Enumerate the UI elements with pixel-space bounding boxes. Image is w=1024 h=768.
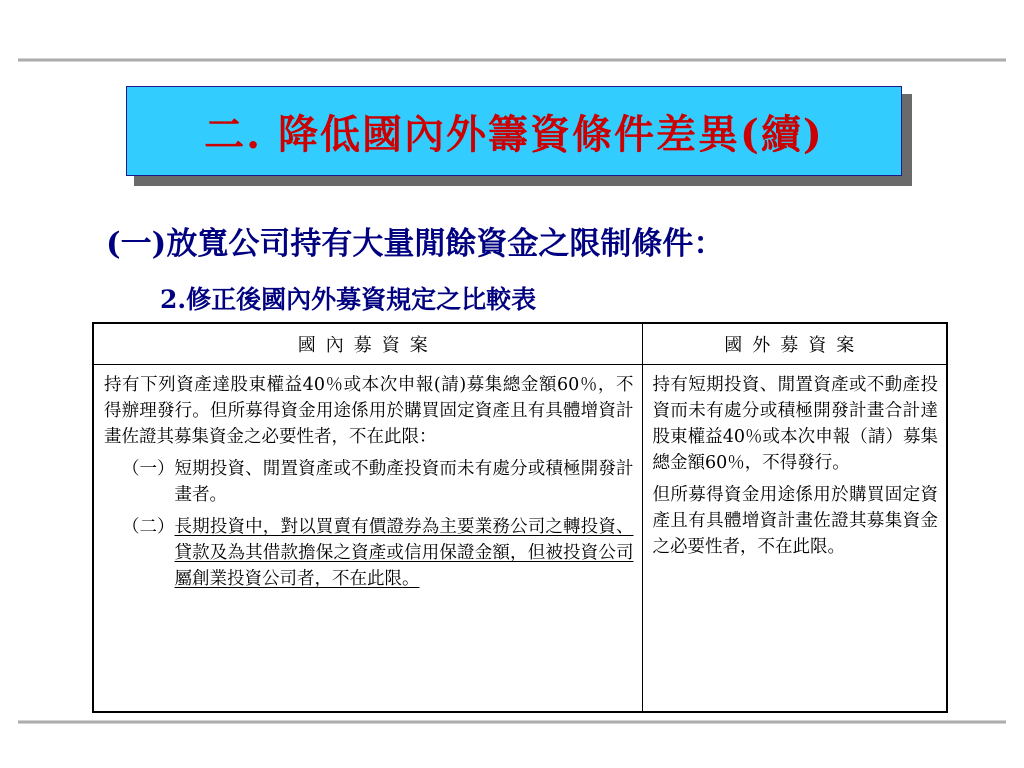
- header-foreign: 國外募資案: [642, 323, 947, 365]
- comparison-table: [92, 322, 948, 713]
- item-text: 短期投資、閒置資產或不動產投資而未有處分或積極開發計畫者。: [174, 459, 634, 505]
- foreign-para-1: 持有短期投資、閒置資產或不動產投資而未有處分或積極開發計畫合計達股東權益40％或本次申報（請）募集總金額60％，不得發行。: [652, 375, 938, 473]
- domestic-cell: [93, 365, 642, 713]
- domestic-item-1: [122, 456, 634, 508]
- item-number: （一）: [122, 459, 175, 479]
- slide-title: 二. 降低國內外籌資條件差異(續): [204, 110, 824, 158]
- title-box: [126, 86, 902, 176]
- section-heading: (一)放寬公司持有大量閒餘資金之限制條件：: [106, 226, 725, 262]
- bottom-divider: [18, 720, 1006, 724]
- foreign-para-2: 但所募得資金用途係用於購買固定資產且有具體增資計畫佐證其募集資金之必要性者，不在此限。: [652, 485, 938, 557]
- top-divider: [18, 58, 1006, 62]
- header-domestic: 國內募資案: [93, 323, 642, 365]
- domestic-intro: 持有下列資產達股東權益40％或本次申報(請)募集總金額60％，不得辦理發行。但所募得資金用途係用於購買固定資產且有具體增資計畫佐證其募集資金之必要性者，不在此限：: [104, 375, 634, 447]
- table-header-row: [93, 323, 947, 365]
- table-body-row: [93, 365, 947, 713]
- domestic-item-2: [122, 514, 634, 592]
- foreign-cell: [642, 365, 947, 713]
- table-caption: 2.修正後國內外募資規定之比較表: [160, 285, 537, 314]
- item-text-amended: 長期投資中，對以買賣有價證券為主要業務公司之轉投資、貸款及為其借款擔保之資產或信用保證金額，但被投資公司屬創業投資公司者，不在此限。: [174, 517, 634, 589]
- item-number: （二）: [122, 517, 175, 537]
